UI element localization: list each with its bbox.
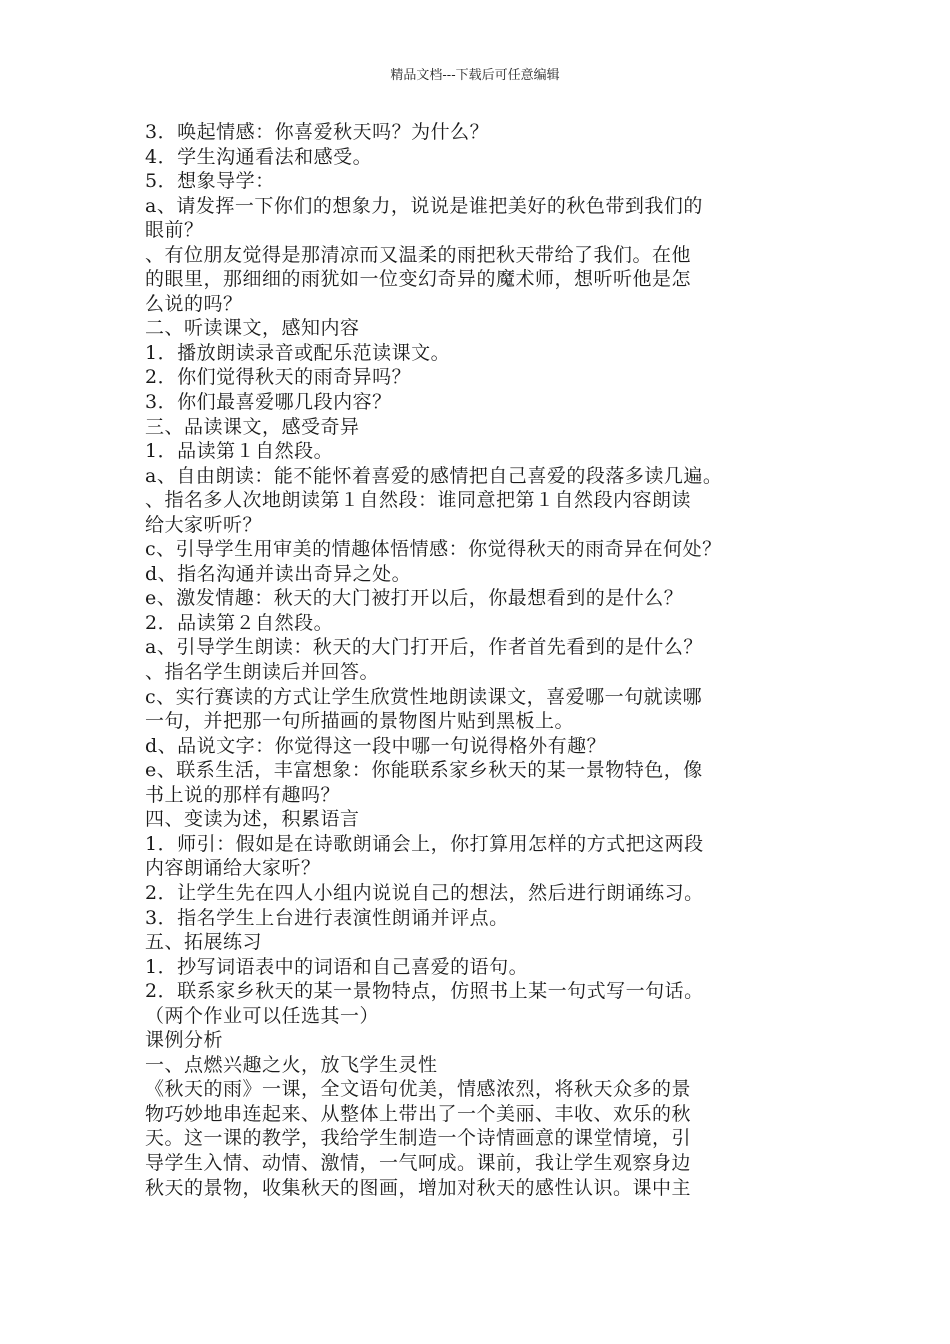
document-body (145, 120, 815, 1200)
text-line: a、自由朗读：能不能怀着喜爱的感情把自己喜爱的段落多读几遍。 (145, 464, 723, 487)
text-line: e、激发情趣：秋天的大门被打开以后，你最想看到的是什么？ (145, 587, 684, 610)
text-line: 导学生入情、动情、激情，一气呵成。课前，我让学生观察身边 (145, 1151, 692, 1174)
text-line: 一、点燃兴趣之火，放飞学生灵性 (145, 1053, 438, 1076)
text-line: 五、拓展练习 (145, 931, 263, 954)
text-line: 5．想象导学： (145, 170, 275, 193)
text-line: 秋天的景物，收集秋天的图画，增加对秋天的感性认识。课中主 (145, 1176, 692, 1199)
text-line: 内容朗诵给大家听？ (145, 857, 321, 880)
text-line: 书上说的那样有趣吗？ (145, 783, 341, 806)
text-line: 2．品读第２自然段。 (145, 611, 334, 634)
text-line: 一句，并把那一句所描画的景物图片贴到黑板上。 (145, 710, 575, 733)
text-line: 物巧妙地串连起来、从整体上带出了一个美丽、丰收、欢乐的秋 (145, 1102, 692, 1125)
text-line: 1．抄写词语表中的词语和自己喜爱的语句。 (145, 955, 529, 978)
text-line: 4．学生沟通看法和感受。 (145, 145, 373, 168)
text-line: 1．师引：假如是在诗歌朗诵会上，你打算用怎样的方式把这两段 (145, 832, 704, 855)
text-line: 2．联系家乡秋天的某一景物特点，仿照书上某一句式写一句话。 (145, 980, 704, 1003)
text-line: 2．你们觉得秋天的雨奇异吗？ (145, 366, 412, 389)
text-line: （两个作业可以任选其一） (145, 1004, 380, 1027)
text-line: 3．唤起情感：你喜爱秋天吗？为什么？ (145, 121, 490, 143)
text-line: c、引导学生用审美的情趣体悟情感：你觉得秋天的雨奇异在何处？ (145, 538, 722, 561)
text-line: a、请发挥一下你们的想象力，说说是谁把美好的秋色带到我们的 (145, 194, 703, 217)
text-line: a、引导学生朗读：秋天的大门打开后，作者首先看到的是什么？ (145, 636, 703, 659)
text-line: 给大家听听？ (145, 513, 263, 536)
text-line: e、联系生活，丰富想象：你能联系家乡秋天的某一景物特色，像 (145, 759, 703, 782)
text-line: 二、听读课文，感知内容 (145, 317, 360, 340)
text-line: 三、品读课文，感受奇异 (145, 415, 360, 438)
text-line: 1．播放朗读录音或配乐范读课文。 (145, 341, 451, 364)
text-line: d、品说文字：你觉得这一段中哪一句说得格外有趣？ (145, 734, 607, 757)
text-line: 1．品读第１自然段。 (145, 440, 334, 463)
text-line: 么说的吗？ (145, 292, 243, 315)
text-line: 3．你们最喜爱哪几段内容？ (145, 391, 392, 414)
page-header: 精品文档---下载后可任意编辑 (390, 68, 560, 83)
text-line: 3．指名学生上台进行表演性朗诵并评点。 (145, 906, 509, 929)
text-line: 四、变读为述，积累语言 (145, 808, 360, 831)
text-line: 、指名学生朗读后并回答。 (145, 661, 380, 684)
text-line: 的眼里，那细细的雨犹如一位变幻奇异的魔术师，想听听他是怎 (145, 268, 692, 291)
text-line: 《秋天的雨》一课，全文语句优美，情感浓烈，将秋天众多的景 (145, 1078, 692, 1101)
text-line: d、指名沟通并读出奇异之处。 (145, 562, 412, 585)
text-line: 眼前？ (145, 219, 204, 242)
text-line: 天。这一课的教学，我给学生制造一个诗情画意的课堂情境，引 (145, 1127, 692, 1150)
text-line: 、有位朋友觉得是那清凉而又温柔的雨把秋天带给了我们。在他 (145, 243, 692, 266)
text-line: 课例分析 (145, 1029, 224, 1052)
text-line: 、指名多人次地朗读第１自然段：谁同意把第１自然段内容朗读 (145, 489, 692, 512)
text-line: 2．让学生先在四人小组内说说自己的想法，然后进行朗诵练习。 (145, 881, 704, 904)
text-line: c、实行赛读的方式让学生欣赏性地朗读课文，喜爱哪一句就读哪 (145, 685, 703, 708)
